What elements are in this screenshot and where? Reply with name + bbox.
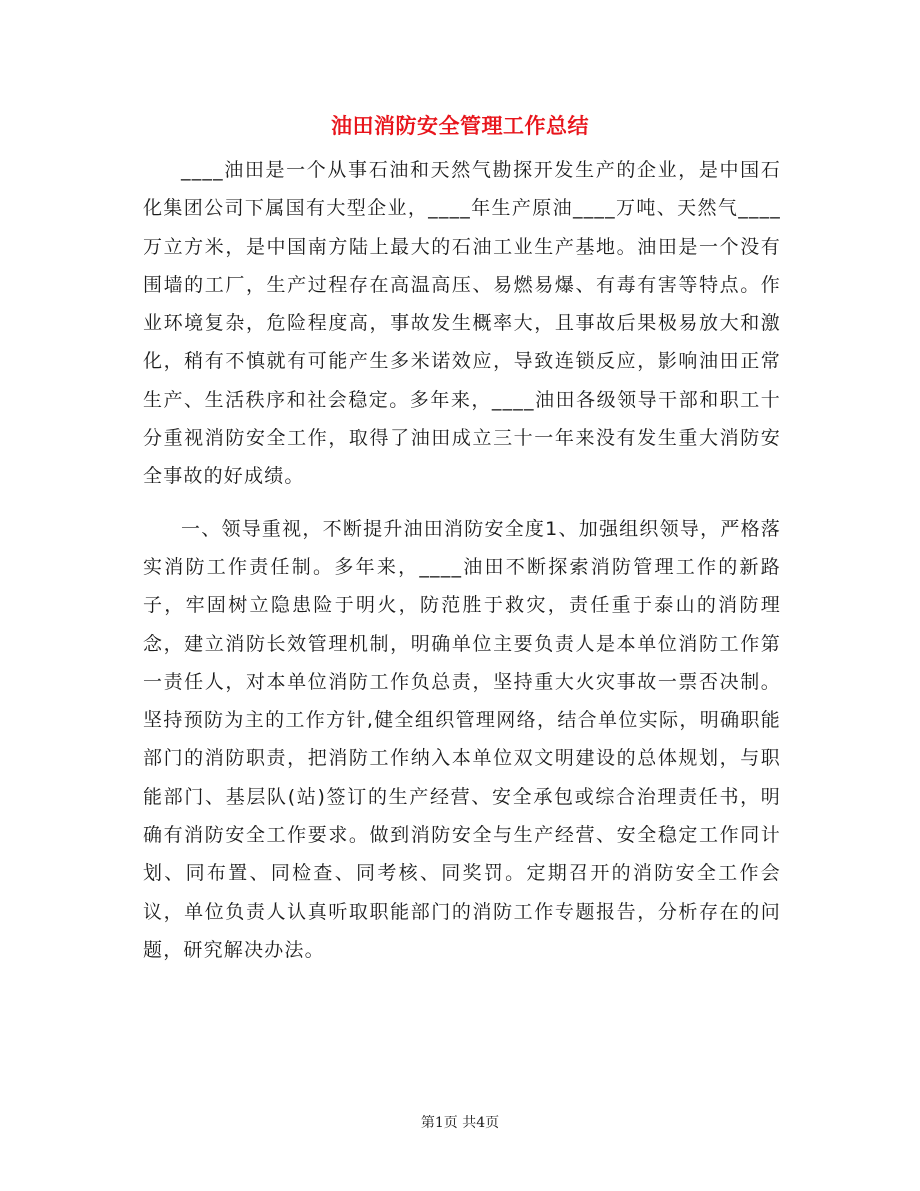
page-number-footer: 第1页 共4页 (420, 1115, 500, 1131)
document-body (143, 151, 781, 969)
document-title: 油田消防安全管理工作总结 (331, 114, 589, 138)
paragraph-section-one: 一、领导重视，不断提升油田消防安全度1、加强组织领导，严格落实消防工作责任制。多年来，____油田不断探索消防管理工作的新路子，牢固树立隐患险于明火，防范胜于救灾，责任重于泰山的消防理念，建立消防长效管理机制，明确单位主要负责人是本单位消防工作第一责任人，对本单位消防工作负总责，坚持重大火灾事故一票否决制。坚持预防为主的工作方针,健全组织管理网络，结合单位实际，明确职能部门的消防职责，把消防工作纳入本单位双文明建设的总体规划，与职能部门、基层队(站)签订的生产经营、安全承包或综合治理责任书，明确有消防安全工作要求。做到消防安全与生产经营、安全稳定工作同计划、同布置、同检查、同考核、同奖罚。定期召开的消防安全工作会议，单位负责人认真听取职能部门的消防工作专题报告，分析存在的问题，研究解决办法。 (143, 517, 781, 961)
paragraph-intro: ____油田是一个从事石油和天然气勘探开发生产的企业，是中国石化集团公司下属国有大型企业，____年生产原油____万吨、天然气____万立方米，是中国南方陆上最大的石油工业生产基地。油田是一个没有围墙的工厂，生产过程存在高温高压、易燃易爆、有毒有害等特点。作业环境复杂，危险程度高，事故发生概率大，且事故后果极易放大和激化，稍有不慎就有可能产生多米诺效应，导致连锁反应，影响油田正常生产、生活秩序和社会稳定。多年来，____油田各级领导干部和职工十分重视消防安全工作，取得了油田成立三十一年来没有发生重大消防安全事故的好成绩。 (143, 159, 781, 488)
